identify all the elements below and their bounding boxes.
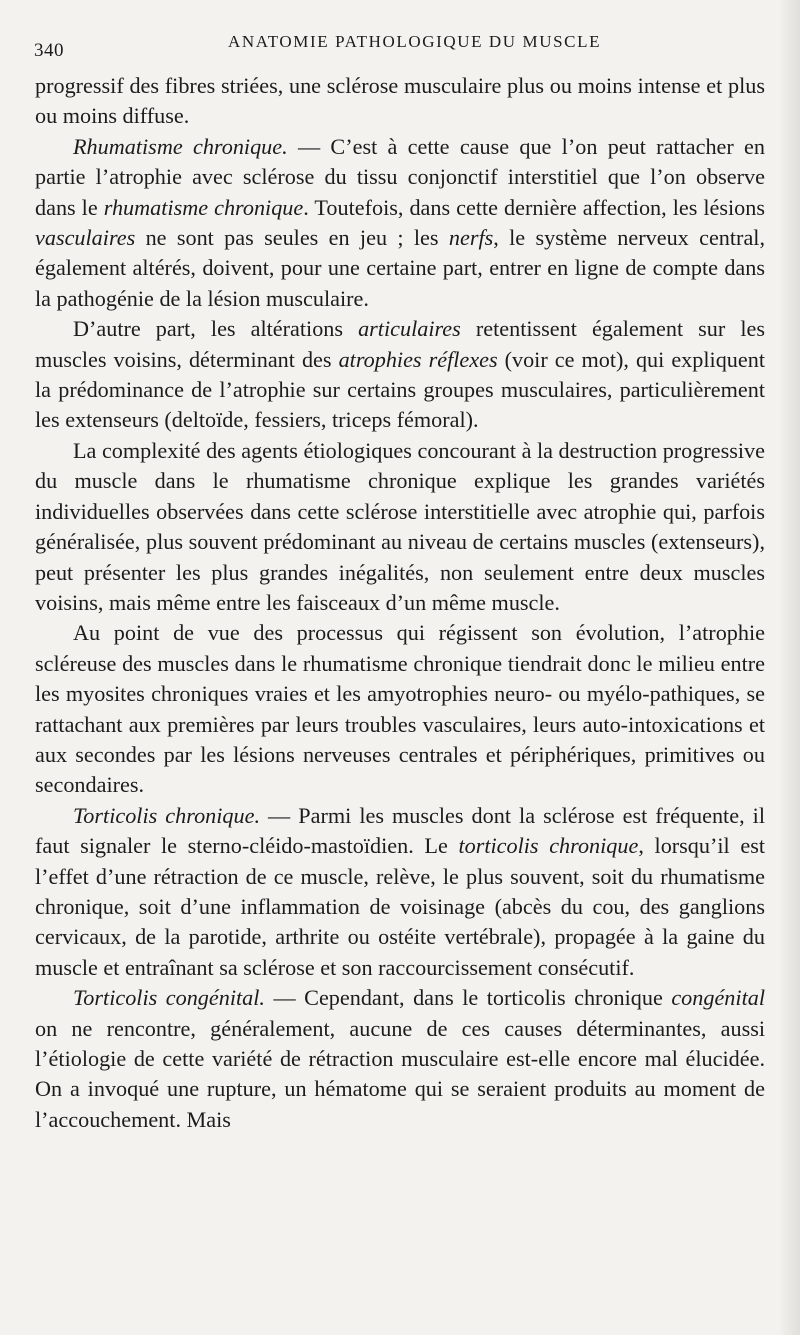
- text-run: , le système nerveux central, également altérés, doivent, pour une certaine part, entrer en ligne de compte dans la pathogénie de la lésion musculaire.: [35, 225, 766, 311]
- text-run: retentissent également sur les muscles voisins, déterminant des: [35, 316, 765, 372]
- page-number: 340: [34, 40, 64, 61]
- paragraph-continuation: [35, 71, 765, 132]
- body-text: [35, 71, 765, 1135]
- italic-term: vasculaires: [35, 225, 136, 251]
- page-edge-shadow: [778, 0, 800, 1335]
- italic-term: Torticolis chronique.: [73, 802, 260, 828]
- italic-term: articulaires: [358, 316, 461, 342]
- text-run: , lorsqu’il est l’effet d’une rétraction de ce muscle, relève, le plus souvent, soit du rhumatisme chronique, soit d’une inflammation de voisinage (abcès du cou, des ganglions cervicaux, de la parotide, arthrite ou ostéite vertébrale), propagée à la gaine du muscle et entraînant sa sclérose et son raccourcissement consécutif.: [35, 833, 765, 980]
- text-run: on ne rencontre, généralement, aucune de ces causes déterminantes, aussi l’étiologie de cette variété de rétraction musculaire est-elle encore mal élucidée. On a invoqué une rupture, un hématome qui se seraient produits au moment de l’accouchement. Mais: [35, 1015, 765, 1132]
- text-run: ne sont pas seules en jeu ; les: [135, 225, 449, 251]
- italic-term: congénital: [671, 985, 765, 1011]
- italic-term: torticolis chronique: [458, 833, 639, 859]
- text-run: — Parmi les muscles dont la sclérose est fréquente, il faut signaler le sterno-cléido-mastoïdien. Le: [35, 802, 765, 859]
- italic-term: Torticolis congénital.: [73, 985, 265, 1011]
- italic-term: nerfs: [448, 225, 494, 251]
- page-header: [34, 30, 764, 60]
- text-run: progressif des fibres striées, une sclérose musculaire plus ou moins intense et plus ou moins diffuse.: [35, 73, 765, 129]
- running-head: ANATOMIE PATHOLOGIQUE DU MUSCLE: [228, 32, 602, 51]
- text-run: — Cependant, dans le torticolis chronique: [264, 985, 672, 1011]
- paragraph-alterations-articulaires: [35, 314, 765, 436]
- paragraph-processus-evolution: [35, 618, 765, 800]
- italic-term: Rhumatisme chronique.: [73, 133, 288, 159]
- text-run: — C’est à cette cause que l’on peut rattacher en partie l’atrophie avec sclérose du tissu conjonctif interstitiel que l’on observe dans le: [35, 133, 765, 220]
- paragraph-rhumatisme-chronique: [35, 132, 765, 314]
- text-run: (voir ce mot), qui expliquent la prédominance de l’atrophie sur certains groupes musculaires, particulièrement les extenseurs (deltoïde, fessiers, triceps fémoral).: [35, 346, 765, 433]
- paragraph-complexite: [35, 436, 765, 618]
- text-run: La complexité des agents étiologiques concourant à la destruction progressive du muscle dans le rhumatisme chronique explique les grandes variétés individuelles observées dans cette sclérose interstitielle avec atrophie qui, parfois généralisée, plus souvent prédominant au niveau de certains muscles (extenseurs), peut présenter les plus grandes inégalités, non seulement entre deux muscles voisins, mais même entre les faisceaux d’un même muscle.: [35, 437, 765, 615]
- text-run: Au point de vue des processus qui régissent son évolution, l’atrophie scléreuse des muscles dans le rhumatisme chronique tiendrait donc le milieu entre les myosites chroniques vraies et les amyotrophies neuro- ou myélo-pathiques, se rattachant aux premières par leurs troubles vasculaires, leurs auto-intoxications et aux secondes par les lésions nerveuses centrales et périphériques, primitives ou secondaires.: [35, 620, 765, 798]
- text-run: D’autre part, les altérations: [73, 316, 359, 342]
- paragraph-torticolis-chronique: [35, 801, 765, 983]
- paragraph-torticolis-congenital: [35, 983, 765, 1135]
- italic-term: rhumatisme chronique: [103, 194, 304, 220]
- text-run: . Toutefois, dans cette dernière affection, les lésions: [303, 194, 766, 220]
- italic-term: atrophies réflexes: [338, 346, 498, 372]
